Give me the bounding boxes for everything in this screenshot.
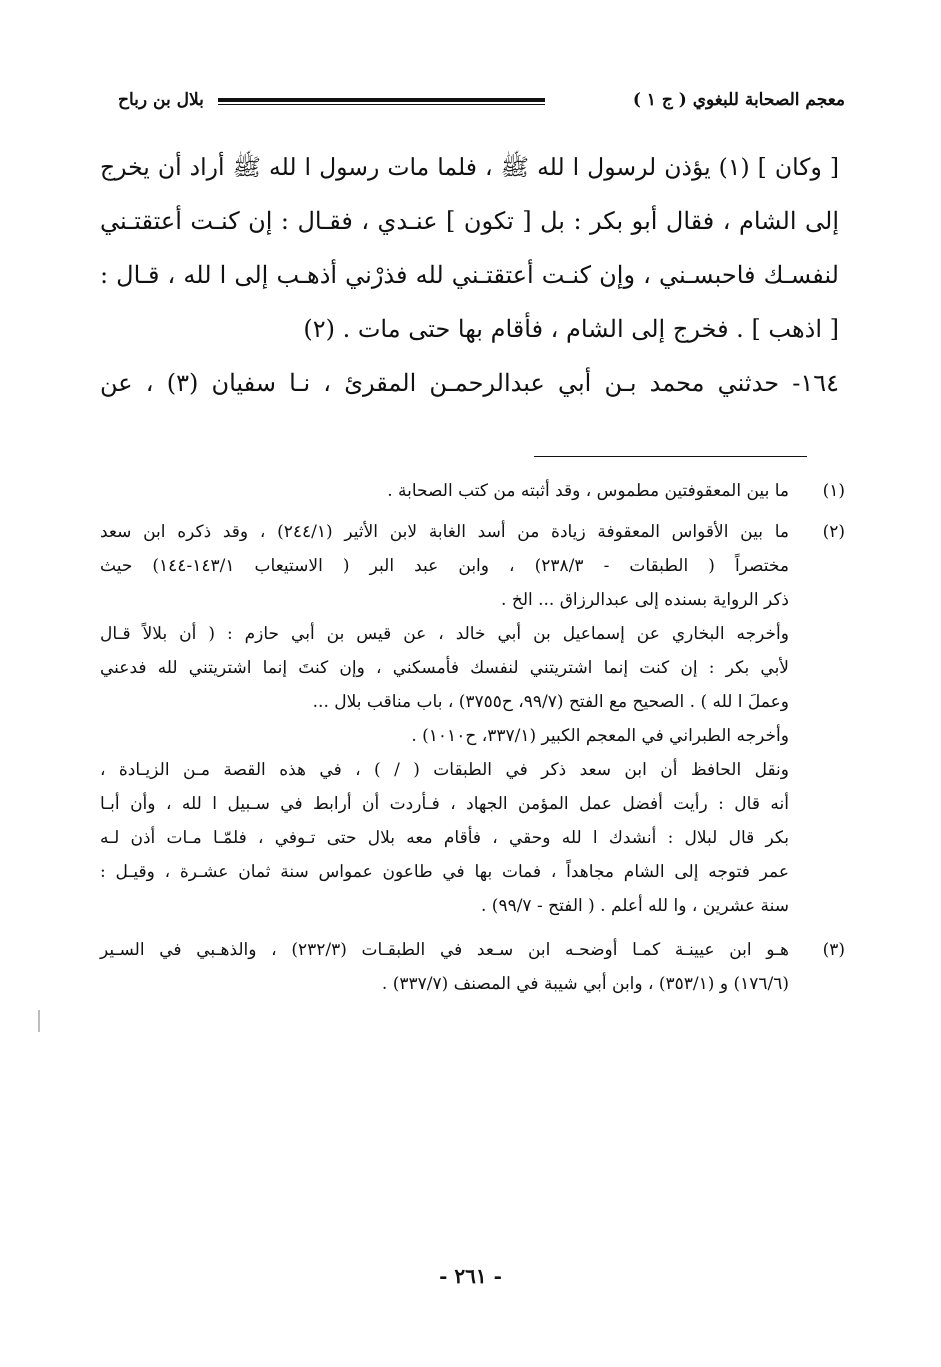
page-number: - ٢٦١ - [439, 1264, 502, 1288]
footnote-1 [100, 474, 845, 508]
footnote-line: أنه قال : رأيت أفضل عمل المؤمن الجهاد ، فـأردت أن أرابط في سـبيل ا لله ، وأن أبـا [100, 794, 789, 814]
footnote-number: (١) [822, 481, 845, 501]
footnote-number: (٢) [822, 522, 845, 542]
main-text-line: [ وكان ] (١) يؤذن لرسول ا لله ﷺ ، فلما مات رسول ا لله ﷺ أراد أن يخرج [100, 153, 839, 181]
footnote-number: (٣) [822, 940, 845, 960]
footnote-line: لأبي بكر : إن كنت إنما اشتريتني لنفسك فأمسكني ، وإن كنتَ إنما اشتريتني لله فدعني [100, 658, 789, 678]
footnote-line: وعملَ ا لله ) . الصحيح مع الفتح (٩٩/٧، ح٣٧٥٥) ، باب مناقب بلال ... [312, 692, 789, 712]
footnote-line: بكر قال لبلال : أنشدك ا لله وحقي ، فأقام معه بلال حتى تـوفي ، فلمّـا مـات أذن لـه [100, 828, 789, 848]
running-header [100, 90, 845, 120]
footnote-line: وأخرجه الطبراني في المعجم الكبير (٣٣٧/١، ح١٠١٠) . [411, 726, 789, 746]
main-text-line: [ اذهب ] . فخرج إلى الشام ، فأقام بها حتى مات . (٢) [303, 315, 839, 343]
header-rule-thin [218, 104, 545, 105]
header-rule [218, 98, 545, 102]
footnote-2 [100, 515, 845, 923]
footnote-line: عمر فتوجه إلى الشام مجاهداً ، فمات بها في طاعون عمواس سنة ثمان عشـرة ، وقيـل : [100, 862, 789, 882]
footnote-line: وأخرجه البخاري عن إسماعيل بن أبي خالد ، عن قيس بن أبي حازم : ( أن بلالاً قـال [100, 624, 789, 644]
main-text-line: ١٦٤- حدثني محمد بـن أبي عبدالرحمـن المقرئ ، نـا سفيان (٣) ، عن [100, 369, 839, 397]
header-section-title: بلال بن رباح [118, 90, 204, 110]
main-text-line: لنفسـك فاحبسـني ، وإن كنـت أعتقتـني لله فذرْني أذهـب إلى ا لله ، قـال : [100, 261, 839, 289]
footnote-line: هـو ابن عيينـة كمـا أوضحـه ابن سـعد في الطبقـات (٢٣٢/٣) ، والذهـبي في السـير [100, 940, 789, 960]
header-book-title: معجم الصحابة للبغوي ( ج ١ ) [632, 90, 845, 110]
footnote-separator [534, 456, 807, 457]
footnote-line: ذكر الرواية بسنده إلى عبدالرزاق ... الخ . [501, 590, 789, 610]
footnote-line: ما بين الأقواس المعقوفة زيادة من أسد الغابة لابن الأثير (٢٤٤/١) ، وقد ذكره ابن سعد [100, 522, 789, 542]
margin-mark [38, 1010, 40, 1032]
footnote-line: مختصراً ( الطبقات - ٢٣٨/٣) ، وابن عبد البر ( الاستيعاب ١٤٣/١-١٤٤) حيث [100, 556, 789, 576]
footnote-line: سنة عشرين ، وا لله أعلم . ( الفتح - ٩٩/٧) . [480, 896, 789, 916]
footnote-line: ما بين المعقوفتين مطموس ، وقد أثبته من كتب الصحابة . [387, 481, 789, 501]
main-text-line: إلى الشام ، فقال أبو بكر : بل [ تكون ] عنـدي ، فقـال : إن كنـت أعتقتـني [100, 207, 839, 235]
footnote-line: (١٧٦/٦) و (٣٥٣/١) ، وابن أبي شيبة في المصنف (٣٣٧/٧) . [381, 974, 789, 994]
footnote-line: ونقل الحافظ أن ابن سعد ذكر في الطبقات ( / ) ، في هذه القصة مـن الزيـادة ، [100, 760, 790, 780]
footnotes [100, 474, 845, 1001]
footnote-3 [100, 933, 845, 1001]
main-text [100, 140, 839, 410]
